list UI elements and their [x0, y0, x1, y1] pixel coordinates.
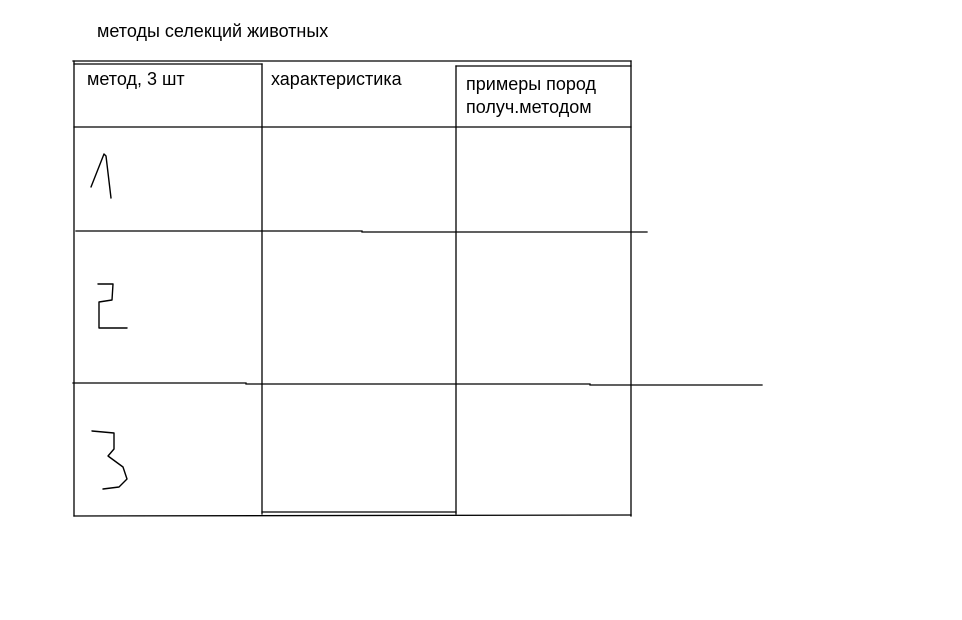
column-header-method-text: метод, 3 шт: [87, 69, 185, 89]
row-divider-1: [76, 231, 647, 232]
column-header-method: [87, 68, 185, 91]
column-header-characteristic: [271, 68, 402, 91]
column-header-examples-line-2: получ.методом: [466, 97, 592, 117]
column-header-examples: [466, 73, 596, 119]
row-divider-2: [73, 383, 762, 385]
column-header-characteristic-text: характеристика: [271, 69, 402, 89]
handwritten-number-2: [98, 284, 127, 328]
page-title: методы селекций животных: [97, 21, 329, 41]
column-header-examples-line-1: примеры пород: [466, 74, 597, 94]
handwritten-number-1: [91, 154, 111, 198]
table-border-bottom: [74, 515, 631, 516]
handwritten-number-3: [92, 431, 127, 489]
